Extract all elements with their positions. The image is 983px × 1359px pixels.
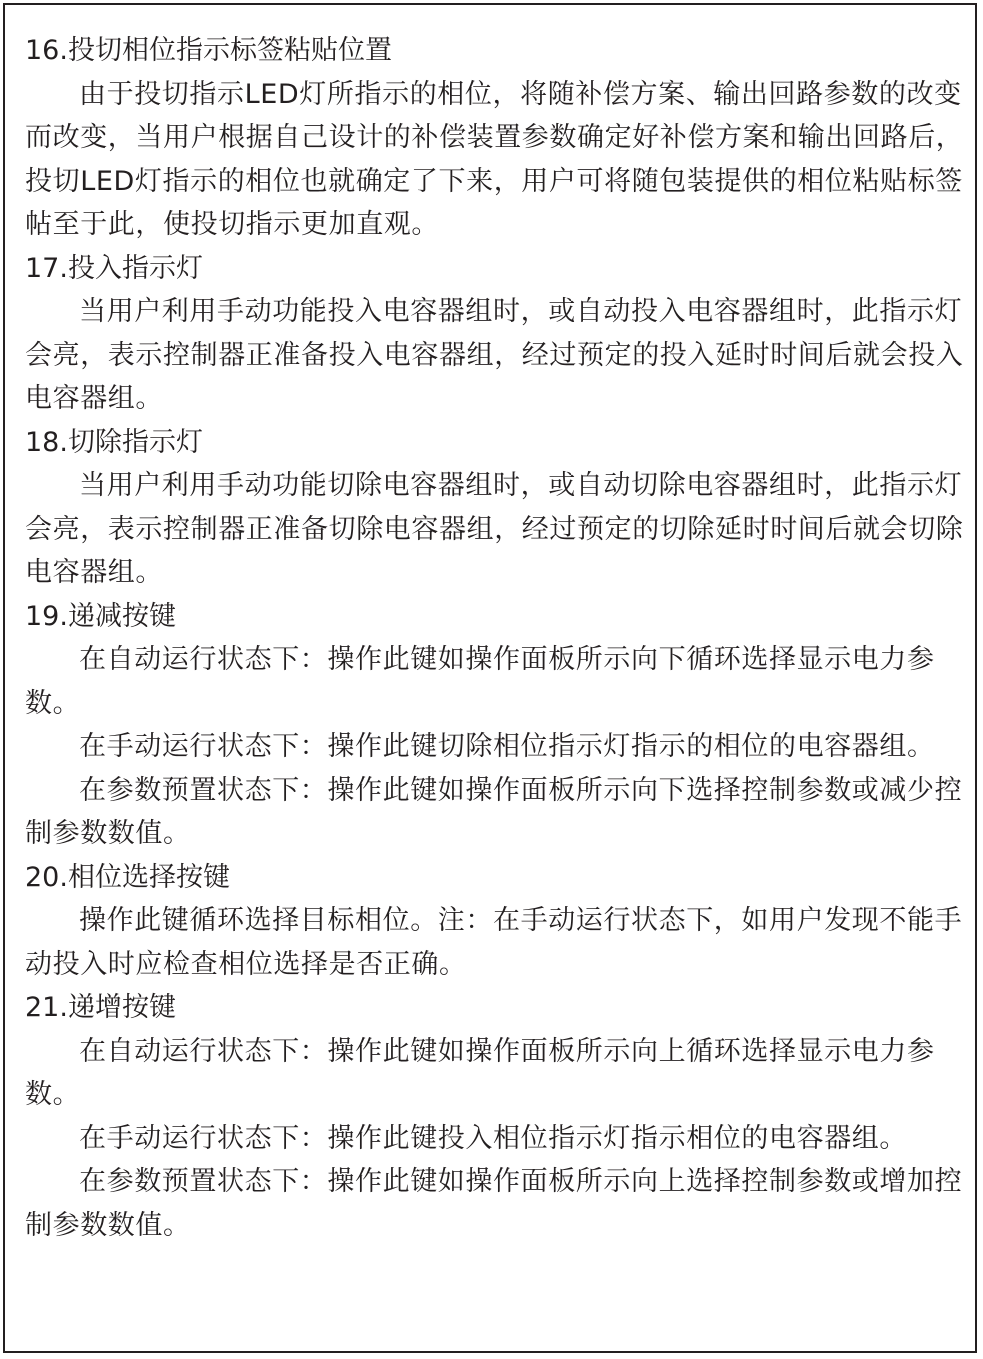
- paragraph: 在参数预置状态下：操作此键如操作面板所示向下选择控制参数或减少控制参数数值。: [25, 774, 963, 849]
- paragraph: 操作此键循环选择目标相位。注：在手动运行状态下，如用户发现不能手动投入时应检查相位选择是否正确。: [25, 905, 963, 980]
- section-heading: 21.递增按键: [25, 992, 176, 1023]
- paragraph: 在自动运行状态下：操作此键如操作面板所示向上循环选择显示电力参数。: [25, 1035, 935, 1110]
- section-19: [25, 595, 970, 856]
- page-frame: [3, 3, 977, 1353]
- section-heading: 18.切除指示灯: [25, 426, 203, 458]
- paragraph: 当用户利用手动功能切除电容器组时，或自动切除电容器组时，此指示灯会亮，表示控制器正准备切除电容器组，经过预定的切除延时时间后就会切除电容器组。: [25, 470, 964, 588]
- section-heading: 16.投切相位指示标签粘贴位置: [25, 35, 392, 66]
- paragraph: 由于投切指示LED灯所指示的相位，将随补偿方案、输出回路参数的改变而改变，当用户根据自己设计的补偿装置参数确定好补偿方案和输出回路后，投切LED灯指示的相位也就确定了下来，用户可将随包装提供的相位粘贴标签帖至于此，使投切指示更加直观。: [25, 78, 964, 240]
- paragraph: 在手动运行状态下：操作此键投入相位指示灯指示相位的电容器组。: [79, 1122, 907, 1154]
- section-18: [25, 421, 970, 595]
- section-17: [25, 247, 970, 421]
- section-heading: 17.投入指示灯: [25, 252, 203, 284]
- section-21: [25, 986, 970, 1247]
- section-heading: 19.递减按键: [25, 600, 176, 632]
- section-20: [25, 856, 970, 987]
- section-16: [25, 29, 970, 247]
- document-body: [25, 29, 970, 1247]
- paragraph: 当用户利用手动功能投入电容器组时，或自动投入电容器组时，此指示灯会亮，表示控制器正准备投入电容器组，经过预定的投入延时时间后就会投入电容器组。: [25, 296, 964, 414]
- paragraph: 在手动运行状态下：操作此键切除相位指示灯指示的相位的电容器组。: [79, 731, 935, 762]
- section-heading: 20.相位选择按键: [25, 861, 230, 893]
- paragraph: 在参数预置状态下：操作此键如操作面板所示向上选择控制参数或增加控制参数数值。: [25, 1166, 963, 1241]
- paragraph: 在自动运行状态下：操作此键如操作面板所示向下循环选择显示电力参数。: [25, 644, 935, 719]
